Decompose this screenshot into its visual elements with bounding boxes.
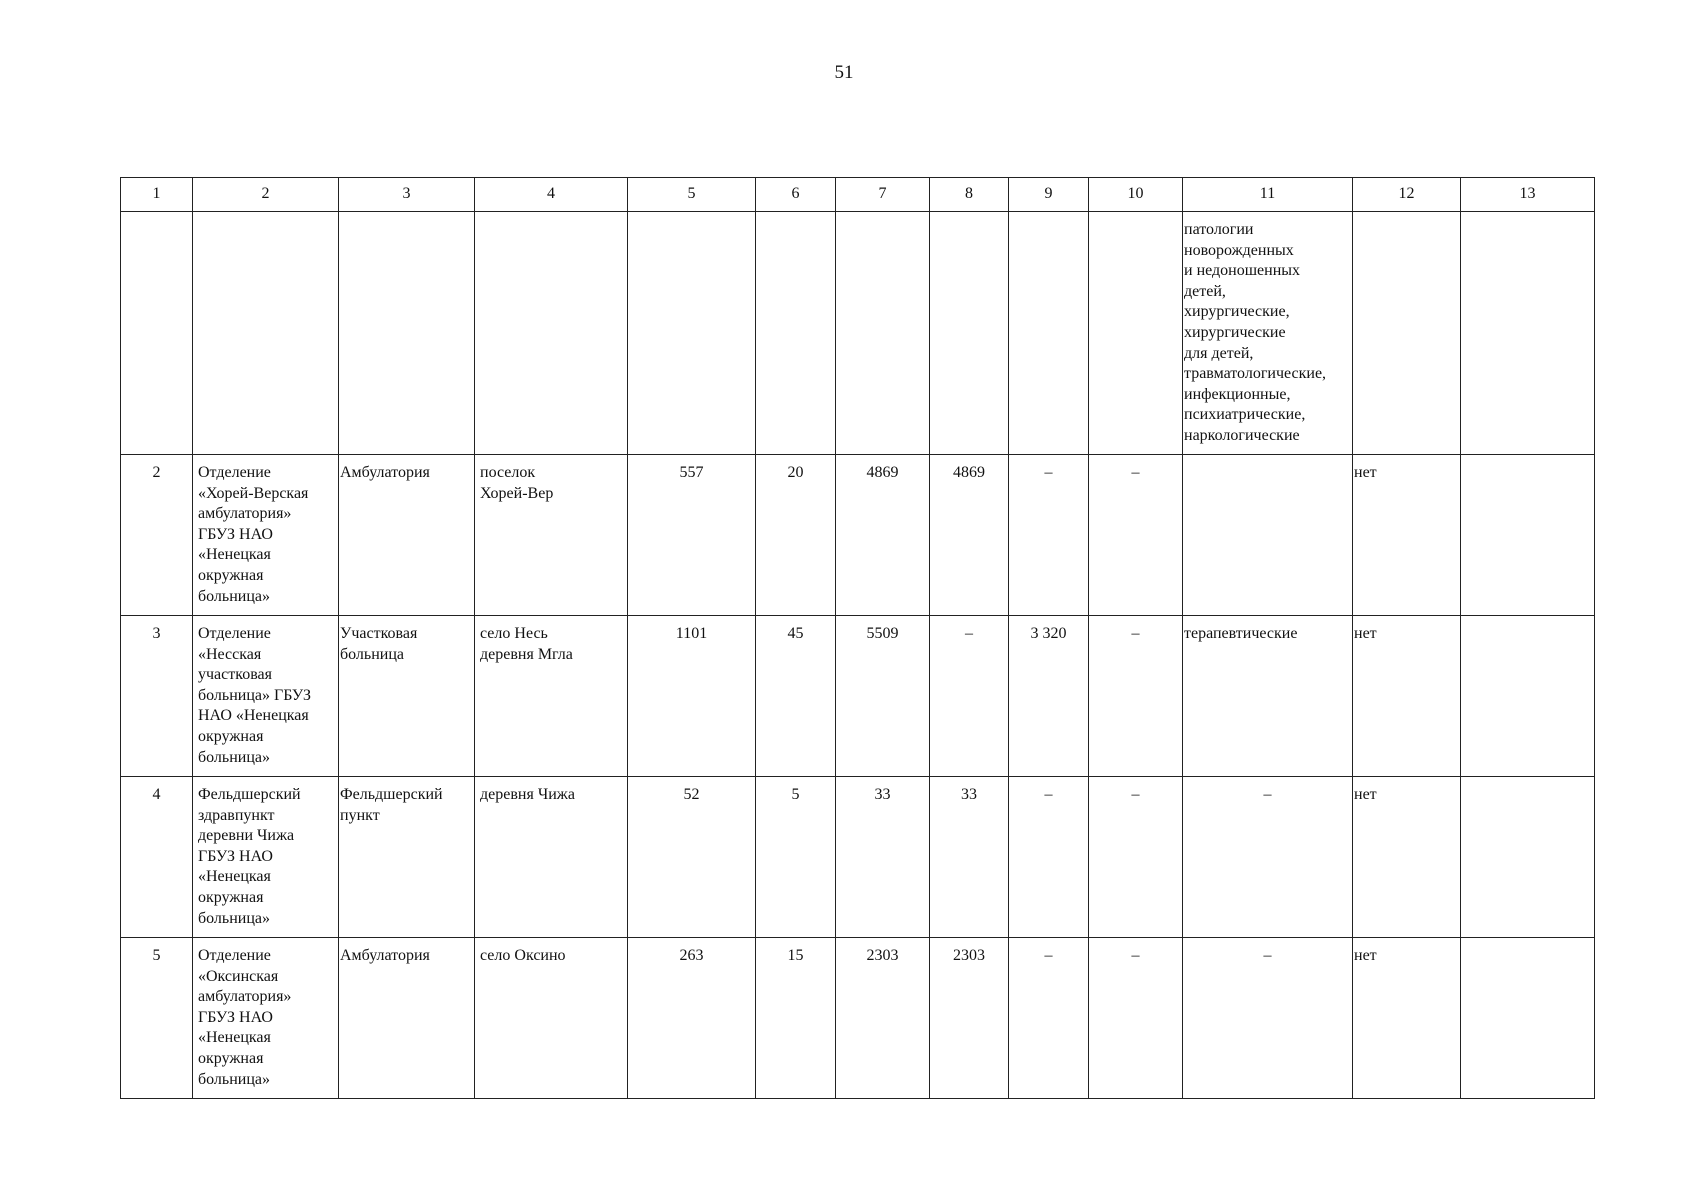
header-cell: 8 (930, 178, 1009, 212)
table-cell (1461, 777, 1595, 938)
table-cell: – (930, 616, 1009, 777)
row-number-cell: 5 (121, 938, 193, 1099)
table-cell: – (1089, 455, 1183, 616)
table-cell (1009, 212, 1089, 455)
facility-name-cell: Фельдшерский здравпункт деревни Чижа ГБУЗ НАО «Ненецкая окружная больница» (193, 777, 339, 938)
table-cell: 5 (756, 777, 836, 938)
header-row (121, 178, 1595, 212)
continuation-row (121, 212, 1595, 455)
table-cell: 263 (628, 938, 756, 1099)
table-cell: 33 (930, 777, 1009, 938)
table-cell: 2303 (836, 938, 930, 1099)
table-cell: 52 (628, 777, 756, 938)
table-cell: – (1089, 938, 1183, 1099)
table-cell: 4869 (930, 455, 1009, 616)
header-cell: 9 (1009, 178, 1089, 212)
location-cell: село Оксино (475, 938, 628, 1099)
header-cell: 4 (475, 178, 628, 212)
table-row (121, 938, 1595, 1099)
table-cell (193, 212, 339, 455)
bed-profile-cell (1183, 455, 1353, 616)
header-cell: 12 (1353, 178, 1461, 212)
table-cell: 3 320 (1009, 616, 1089, 777)
facility-name-cell: Отделение «Несская участковая больница» ГБУЗ НАО «Ненецкая окружная больница» (193, 616, 339, 777)
facility-name-cell: Отделение «Оксинская амбулатория» ГБУЗ НАО «Ненецкая окружная больница» (193, 938, 339, 1099)
table-cell: 15 (756, 938, 836, 1099)
facility-type-cell: Фельдшерский пункт (339, 777, 475, 938)
table-cell (1461, 616, 1595, 777)
table-cell: 1101 (628, 616, 756, 777)
table-cell (475, 212, 628, 455)
header-cell: 13 (1461, 178, 1595, 212)
table-cell (1461, 938, 1595, 1099)
table-cell (1461, 455, 1595, 616)
table-row (121, 455, 1595, 616)
table-cell: 20 (756, 455, 836, 616)
facility-type-cell: Амбулатория (339, 938, 475, 1099)
facility-type-cell: Амбулатория (339, 455, 475, 616)
data-table (120, 177, 1595, 1099)
row-number-cell: 2 (121, 455, 193, 616)
row-number-cell: 4 (121, 777, 193, 938)
location-cell: поселок Хорей-Вер (475, 455, 628, 616)
table-cell: 2303 (930, 938, 1009, 1099)
table-cell (836, 212, 930, 455)
facility-name-cell: Отделение «Хорей-Верская амбулатория» ГБУЗ НАО «Ненецкая окружная больница» (193, 455, 339, 616)
header-cell: 7 (836, 178, 930, 212)
header-cell: 11 (1183, 178, 1353, 212)
facility-type-cell: Участковая больница (339, 616, 475, 777)
table-cell: 5509 (836, 616, 930, 777)
table-cell (756, 212, 836, 455)
table-cell: 45 (756, 616, 836, 777)
table-cell (1461, 212, 1595, 455)
table-cell (121, 212, 193, 455)
table-cell (1353, 212, 1461, 455)
bed-profile-cell: – (1183, 777, 1353, 938)
table-cell: – (1089, 616, 1183, 777)
location-cell: село Несь деревня Мгла (475, 616, 628, 777)
bed-profile-cell: терапевтические (1183, 616, 1353, 777)
header-cell: 6 (756, 178, 836, 212)
table-row (121, 616, 1595, 777)
table-cell (339, 212, 475, 455)
table-cell: 4869 (836, 455, 930, 616)
table-cell: – (1009, 938, 1089, 1099)
bed-profile-cell: патологии новорожденных и недоношенных детей, хирургические, хирургические для детей, травматологические, инфекционные, психиатрические, наркологические (1183, 212, 1353, 455)
header-cell: 3 (339, 178, 475, 212)
table-cell: – (1089, 777, 1183, 938)
availability-cell: нет (1353, 777, 1461, 938)
availability-cell: нет (1353, 616, 1461, 777)
table-cell (930, 212, 1009, 455)
header-cell: 2 (193, 178, 339, 212)
header-cell: 1 (121, 178, 193, 212)
table-cell (1089, 212, 1183, 455)
availability-cell: нет (1353, 938, 1461, 1099)
availability-cell: нет (1353, 455, 1461, 616)
table-cell (628, 212, 756, 455)
table-cell: – (1009, 455, 1089, 616)
page-number: 51 (834, 62, 854, 83)
table-cell: 33 (836, 777, 930, 938)
row-number-cell: 3 (121, 616, 193, 777)
bed-profile-cell: – (1183, 938, 1353, 1099)
header-cell: 10 (1089, 178, 1183, 212)
table-row (121, 777, 1595, 938)
table-cell: 557 (628, 455, 756, 616)
location-cell: деревня Чижа (475, 777, 628, 938)
header-cell: 5 (628, 178, 756, 212)
table-cell: – (1009, 777, 1089, 938)
